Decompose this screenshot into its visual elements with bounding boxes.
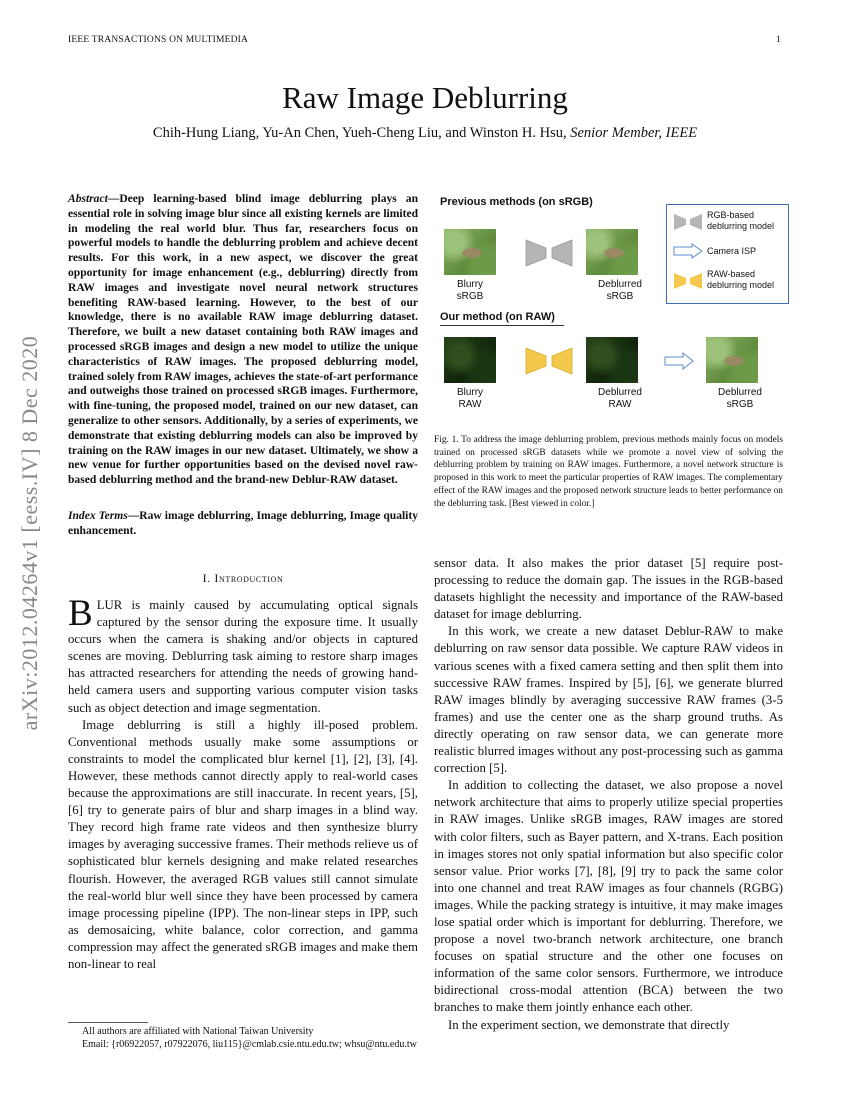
final-deblurred-srgb-image [706,337,758,383]
column-left [68,593,418,973]
figure-legend [666,204,789,304]
running-header: IEEE TRANSACTIONS ON MULTIMEDIA [68,35,249,45]
arxiv-stamp [10,295,50,775]
legend-isp-arrow-icon [673,243,703,259]
author-list [0,125,850,142]
figure-caption: Fig. 1. To address the image deblurring problem, previous methods mainly focus on models trained on processed sRGB datasets while we promote a novel view of solving the deblurring problem by training on RAW images. Furthermore, a novel network structure is proposed in this work to meet the particular properties of RAW images. The complementary effect of the RAW images and the proposed network structure leads to better performance on the deblurring task. [Best viewed in color.] [434,435,783,509]
authors-role: Senior Member, IEEE [570,125,698,141]
legend-raw-model-label: RAW-based deblurring model [707,269,775,290]
section-number: I. [202,571,211,585]
deblurred-raw-image [586,337,638,383]
figure-heading-ours: Our method (on RAW) [440,311,555,323]
label-deblurred-raw: Deblurred RAW [598,387,642,410]
footnote [68,1026,418,1051]
arxiv-id: arXiv:2012.04264v1 [eess.IV] 8 Dec 2020 [17,335,42,731]
heading-underline [440,325,564,326]
legend-rgb-model-label: RGB-based deblurring model [707,210,775,231]
legend-raw-model-icon [673,272,703,290]
abstract-text: —Deep learning-based blind image deblurring plays an essential role in solving image blur since all existing kernels are limited in modeling the real world blur. Thus far, researchers focus on powerful models to handle the deblurring problem and achieve decent results. For this work, in a new aspect, we discover the great opportunity for image enhancement (e.g., deblurring) directly from RAW images and investigate novel neural network structures benefiting RAW-based learning. However, to the best of our knowledge, there is no available RAW image deblurring dataset. Therefore, we built a new dataset containing both RAW images and processed sRGB images and design a new model to utilize the unique characteristics of RAW images. The proposed deblurring model, trained solely from RAW images, achieves the state-of-art performance and outweighs those trained on processed sRGB images. Furthermore, with fine-tuning, the proposed model, trained on our new dataset, can generalize to other sensors. Additionally, by a series of experiments, we demonstrate that existing deblurring models can also be improved by training on the RAW images in our new dataset. Ultimately, we show a new venue for further opportunities based on the devised novel raw-based deblurring method and the brand-new Deblur-RAW dataset. [68,193,418,487]
footnote-affiliation: All authors are affiliated with National Taiwan University [82,1026,314,1037]
blurry-srgb-image [444,229,496,275]
label-blurry-srgb: Blurry sRGB [456,279,484,302]
index-terms-lead: Index Terms [68,510,128,522]
authors-names: Chih-Hung Liang, Yu-An Chen, Yueh-Cheng Liu, and Winston H. Hsu, [152,125,567,141]
intro-paragraph-1 [68,593,418,717]
legend-rgb-model-icon [673,213,703,231]
footnote-email: Email: {r06922057, r07922076, liu115}@cmlab.csie.ntu.edu.tw; whsu@ntu.edu.tw [82,1038,417,1050]
label-blurry-raw: Blurry RAW [456,387,484,410]
raw-model-icon [524,346,574,376]
index-terms [68,509,418,539]
paper-title: Raw Image Deblurring [282,80,568,115]
page-number: 1 [776,35,781,45]
abstract [68,192,418,488]
blurry-raw-image [444,337,496,383]
legend-isp-label: Camera ISP [707,246,757,256]
figure-heading-previous: Previous methods (on sRGB) [440,196,593,208]
column-right [434,555,783,1034]
label-deblurred-srgb: Deblurred sRGB [598,279,642,302]
col2-paragraph-2: In addition to collecting the dataset, we also propose a novel network architecture that aims to properly utilize special properties in RAW images. Unlike sRGB images, RAW images are stored with color filters, such as Bayer pattern, and X-trans. Each position in images stores not only spatial information but also specific color sensor value. Prior works [7], [8], [9] try to pack the same color into one channel and treat RAW images as four channels (RGBG) images. While the packing strategy is intuitive, it may make images lose spatial order which is important for deblurring. Therefore, we propose a novel two-branch network architecture, one branch focuses on spatial structure and the other one focuses on information of the same color sensors. Furthermore, we introduce bidirectional cross-modal attention (BCA) between the two branches to make them jointly enhance each other. [434,778,783,1015]
section-title: Introduction [214,571,284,585]
index-terms-text: —Raw image deblurring, Image deblurring, Image quality enhancement. [68,510,419,537]
drop-cap: B [68,593,93,634]
intro-paragraph-2: Image deblurring is still a highly ill-posed problem. Conventional methods usually make some assumptions or constraints to model the complicated blur kernel [1], [2], [3], [4]. However, these methods cannot directly apply to real-world cases because the approximations are still inaccurate. In recent years, [5], [6] try to generate pairs of blur and sharp images in a blind way. They record high frame rate videos and then synthesize blurry images by averaging successive frames. Their methods relieve us of sophisticated blur kernels designing and make related researches flourish. However, the averaged RGB values still cannot simulate the real-world blur well since they have been processed by camera image processing pipeline (IPP). The non-linear steps in IPP, such as demosaicing, white balance, color correction, and gamma compression may affect the generated sRGB images and make them non-linear to real [68,717,418,971]
col2-paragraph-0: sensor data. It also makes the prior dataset [5] require post-processing to reduce the domain gap. The issues in the RGB-based datasets highlight the necessity and importance of the RAW-based dataset for image deblurring. [434,556,783,622]
figure-1 [434,192,794,424]
abstract-lead: Abstract [68,193,108,205]
deblurred-srgb-image [586,229,638,275]
col2-paragraph-3: In the experiment section, we demonstrate that directly [448,1017,730,1032]
rgb-model-icon [524,238,574,268]
col2-paragraph-1: In this work, we create a new dataset Deblur-RAW to make deblurring on raw sensor data possible. We capture RAW videos in various scenes with a fixed camera setting and then split them into successive RAW frames. Inspired by [5], [6], we generate blurred RAW images blindly by averaging successive RAW frames (3-5 frames) and use the center one as the sharp ground truths. As directly operating on raw sensor data, we can generate more realistic blurred images without any post-processing such as gamma correction [5]. [434,624,783,776]
footnote-rule [68,1022,148,1023]
section-heading [68,571,418,586]
label-final-deblurred-srgb: Deblurred sRGB [718,387,762,410]
intro-paragraph-1-text: LUR is mainly caused by accumulating optical signals captured by the sensor during the exposure time. It usually occurs when the camera is shaking and/or objects in captured scenes are moving. Deblurring task aiming to restore sharp images has attracted researchers for attending the needs of growing hand-held camera users and supporting various computer vision tasks such as object detection and image segmentation. [68,598,418,715]
isp-arrow-icon [664,352,694,370]
